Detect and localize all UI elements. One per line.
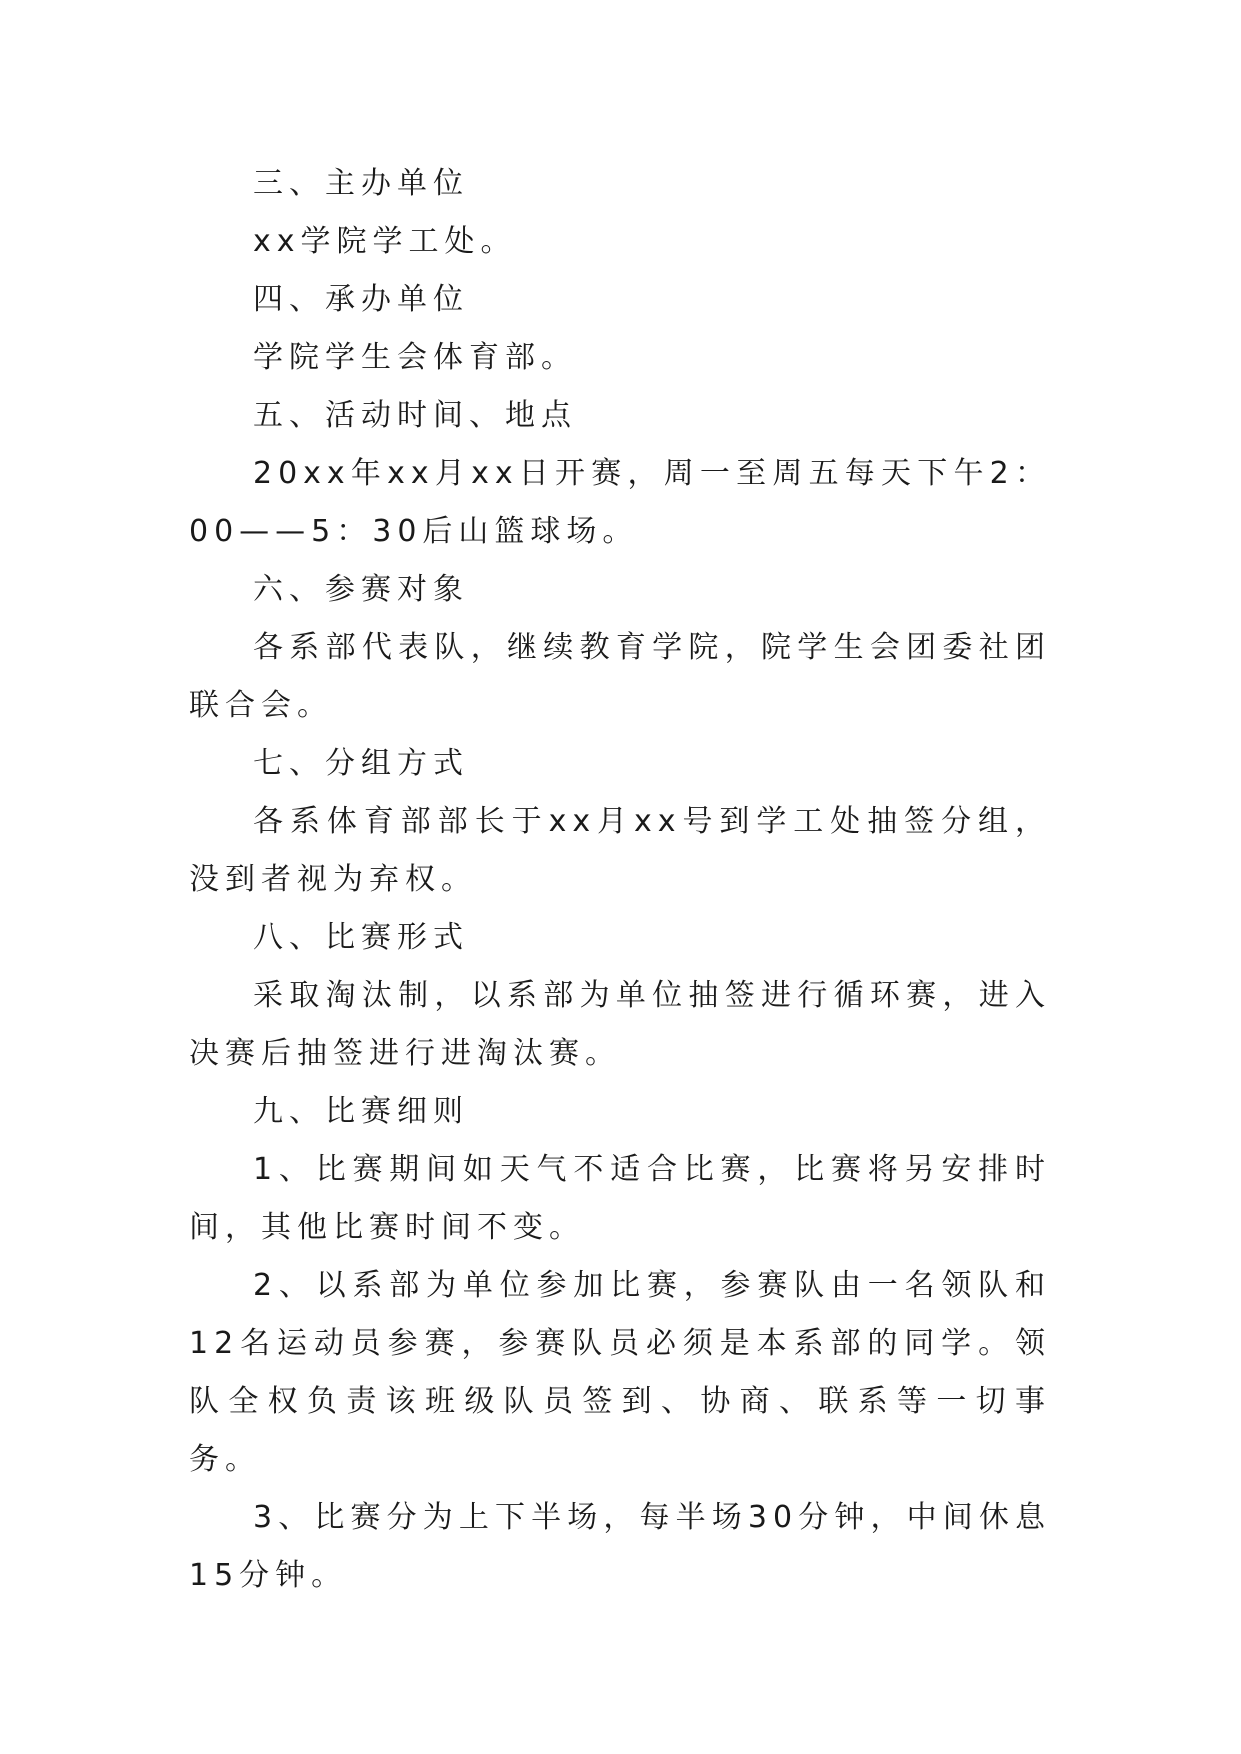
section-heading-format: 八、比赛形式: [253, 920, 469, 955]
format-text: 采取淘汰制，以系部为单位抽签进行循环赛，进入决赛后抽签进行进淘汰赛。: [189, 978, 1051, 1071]
rule-item-2: 2、以系部为单位参加比赛，参赛队由一名领队和12名运动员参赛，参赛队员必须是本系部的同学。领队全权负责该班级队员签到、协商、联系等一切事务。: [189, 1268, 1051, 1477]
grouping-text: 各系体育部部长于xx月xx号到学工处抽签分组，没到者视为弃权。: [189, 804, 1051, 897]
time-place-text: 20xx年xx月xx日开赛，周一至周五每天下午2：00——5：30后山篮球场。: [189, 456, 1051, 549]
rule-item-1: 1、比赛期间如天气不适合比赛，比赛将另安排时间，其他比赛时间不变。: [189, 1152, 1051, 1245]
document-body: [189, 155, 1051, 1605]
host-text: 学院学生会体育部。: [253, 340, 577, 375]
section-heading-rules: 九、比赛细则: [253, 1094, 469, 1129]
rule-item-3: 3、比赛分为上下半场，每半场30分钟，中间休息15分钟。: [189, 1500, 1051, 1593]
section-heading-participants: 六、参赛对象: [253, 572, 469, 607]
section-heading-host: 四、承办单位: [253, 282, 469, 317]
participants-text: 各系部代表队，继续教育学院，院学生会团委社团联合会。: [189, 630, 1051, 723]
section-heading-organizer: 三、主办单位: [253, 166, 469, 201]
section-heading-time-place: 五、活动时间、地点: [253, 398, 577, 433]
organizer-text: xx学院学工处。: [253, 224, 517, 259]
section-heading-grouping: 七、分组方式: [253, 746, 469, 781]
